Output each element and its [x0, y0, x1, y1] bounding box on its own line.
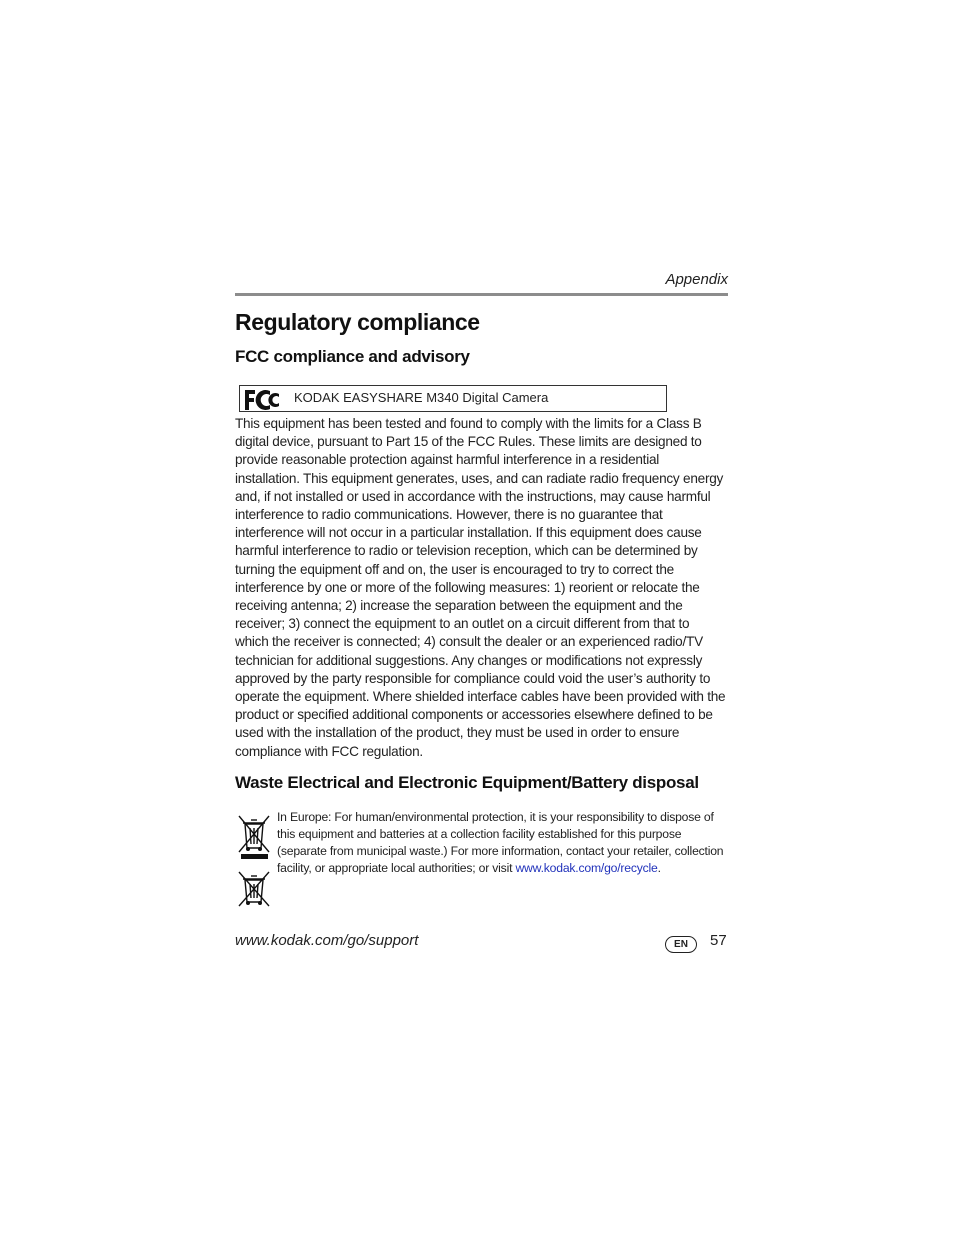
weee-line-3: (separate from municipal waste.) For more information, contact your retailer, collection [277, 843, 724, 858]
fcc-body-line: receiver; 3) connect the equipment to an outlet on a circuit different from that to [235, 616, 690, 632]
weee-line-4-suffix: . [657, 860, 661, 875]
fcc-body-text [235, 415, 728, 761]
fcc-body-line: operate the equipment. Where shielded interface cables have been provided with the [235, 689, 726, 705]
fcc-product-box [239, 385, 667, 412]
fcc-body-line: digital device, pursuant to Part 15 of the FCC Rules. These limits are designed to [235, 434, 702, 450]
fcc-product-name: KODAK EASYSHARE M340 Digital Camera [294, 390, 549, 405]
weee-icons [237, 812, 273, 908]
weee-heading: Waste Electrical and Electronic Equipment/Battery disposal [235, 773, 699, 792]
header-rule [235, 293, 728, 296]
fcc-body-line: turning the equipment off and on, the user is encouraged to try to correct the [235, 561, 674, 577]
weee-line-4-prefix: facility, or appropriate local authorities; or visit [277, 860, 516, 875]
weee-line-4 [277, 860, 737, 877]
fcc-body-line: product or specified additional components or accessories elsewhere defined to be [235, 707, 713, 723]
fcc-body-line: provide reasonable protection against harmful interference in a residential [235, 452, 660, 468]
fcc-body-line: receiving antenna; 2) increase the separation between the equipment and the [235, 598, 683, 614]
fcc-logo-icon [243, 388, 281, 412]
fcc-body-line: compliance with FCC regulation. [235, 743, 423, 759]
fcc-body-line: approved by the party responsible for compliance could void the user’s authority to [235, 670, 711, 686]
fcc-heading: FCC compliance and advisory [235, 347, 470, 366]
language-badge: EN [665, 936, 697, 953]
weee-line-1: In Europe: For human/environmental protection, it is your responsibility to dispose of [277, 810, 714, 824]
fcc-body-line: interference to radio communications. However, there is no guarantee that [235, 507, 663, 523]
footer-url[interactable]: www.kodak.com/go/support [235, 932, 419, 949]
weee-text [277, 809, 737, 877]
fcc-body-line: installation. This equipment generates, uses, and can radiate radio frequency energy [235, 470, 724, 486]
fcc-body-line: used with the installation of the product, they must be used in order to ensure [235, 725, 680, 741]
header-section-label: Appendix [665, 271, 728, 288]
fcc-body-line: interference by one or more of the following measures: 1) reorient or relocate the [235, 579, 700, 595]
crossed-bin-icon [237, 870, 273, 910]
fcc-body-line: This equipment has been tested and found to comply with the limits for a Class B [235, 416, 702, 431]
fcc-body-line: interference will not occur in a particular installation. If this equipment does cause [235, 525, 702, 541]
fcc-body-line: and, if not installed or used in accordance with the instructions, may cause harmful [235, 488, 711, 504]
fcc-body-line: harmful interference to radio or television reception, which can be determined by [235, 543, 698, 559]
crossed-bin-with-bar-icon [237, 812, 273, 862]
page-title: Regulatory compliance [235, 309, 480, 335]
weee-line-2: this equipment and batteries at a collection facility established for this purpose [277, 826, 682, 841]
fcc-body-line: which the receiver is connected; 4) consult the dealer or an experienced radio/TV [235, 634, 703, 650]
fcc-body-line: technician for additional suggestions. Any changes or modifications not expressly [235, 652, 703, 668]
recycle-link[interactable]: www.kodak.com/go/recycle [515, 860, 658, 875]
page-number: 57 [710, 932, 727, 949]
